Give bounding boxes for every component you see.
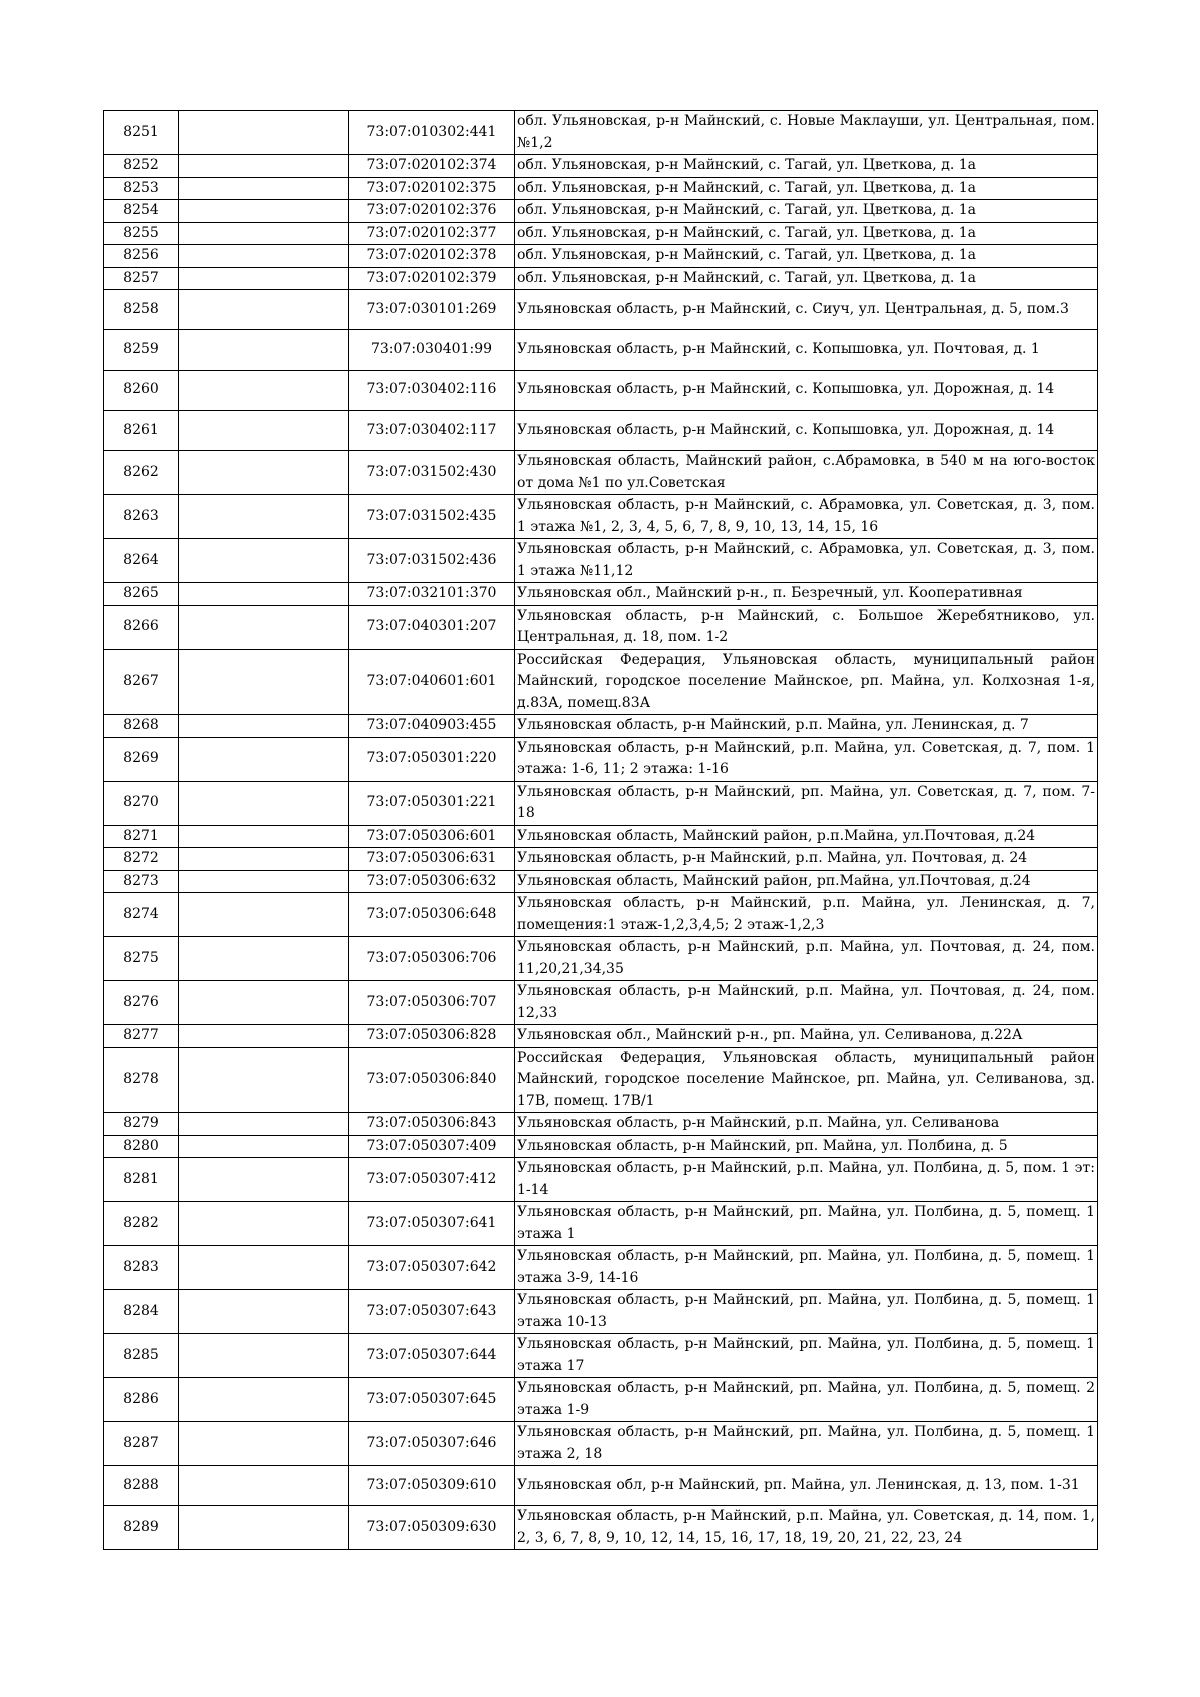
empty-cell [179,1290,349,1334]
address-cell: Российская Федерация, Ульяновская область, муниципальный район Майнский, городское поселение Майнское, рп. Майна, ул. Селиванова, зд. 17В, помещ. 17В/1 [515,1047,1098,1113]
row-number-cell: 8280 [104,1135,179,1158]
table-row [104,937,1098,981]
table-row [104,1025,1098,1048]
empty-cell [179,1378,349,1422]
cadastral-number-cell: 73:07:050307:645 [349,1378,515,1422]
address-cell: Ульяновская обл, р-н Майнский, рп. Майна, ул. Ленинская, д. 13, пом. 1-31 [515,1466,1098,1506]
row-number-cell: 8285 [104,1334,179,1378]
cadastral-number-cell: 73:07:050301:221 [349,781,515,825]
empty-cell [179,781,349,825]
cadastral-number-cell: 73:07:050306:843 [349,1113,515,1136]
address-cell: Ульяновская область, р-н Майнский, р.п. Майна, ул. Ленинская, д. 7, помещения:1 этаж-1,2,3,4,5; 2 этаж-1,2,3 [515,893,1098,937]
row-number-cell: 8276 [104,981,179,1025]
address-cell: обл. Ульяновская, р-н Майнский, с. Тагай, ул. Цветкова, д. 1а [515,245,1098,268]
table-row [104,1506,1098,1550]
empty-cell [179,1025,349,1048]
table-row [104,200,1098,223]
address-cell: Ульяновская область, р-н Майнский, р.п. Майна, ул. Почтовая, д. 24, пом. 12,33 [515,981,1098,1025]
table-row [104,893,1098,937]
address-cell: Ульяновская область, р-н Майнский, р.п. Майна, ул. Почтовая, д. 24 [515,848,1098,871]
empty-cell [179,1506,349,1550]
address-cell: Ульяновская область, р-н Майнский, рп. Майна, ул. Полбина, д. 5 [515,1135,1098,1158]
address-cell: Ульяновская область, р-н Майнский, рп. Майна, ул. Полбина, д. 5, помещ. 1 этажа 2, 18 [515,1422,1098,1466]
cadastral-number-cell: 73:07:020102:374 [349,155,515,178]
cadastral-number-cell: 73:07:040301:207 [349,605,515,649]
cadastral-number-cell: 73:07:030401:99 [349,330,515,370]
cadastral-number-cell: 73:07:050307:641 [349,1202,515,1246]
address-cell: Ульяновская область, р-н Майнский, рп. Майна, ул. Полбина, д. 5, помещ. 1 этажа 3-9, 14-16 [515,1246,1098,1290]
cadastral-number-cell: 73:07:020102:375 [349,177,515,200]
address-cell: Ульяновская обл., Майнский р-н., п. Безречный, ул. Кооперативная [515,583,1098,606]
row-number-cell: 8279 [104,1113,179,1136]
address-cell: Ульяновская область, р-н Майнский, с. Копышовка, ул. Дорожная, д. 14 [515,370,1098,410]
address-cell: обл. Ульяновская, р-н Майнский, с. Тагай, ул. Цветкова, д. 1а [515,155,1098,178]
address-cell: Ульяновская область, Майнский район, с.Абрамовка, в 540 м на юго-восток от дома №1 по ул.Советская [515,451,1098,495]
empty-cell [179,649,349,715]
row-number-cell: 8288 [104,1466,179,1506]
address-cell: Ульяновская область, р-н Майнский, р.п. Майна, ул. Советская, д. 7, пом. 1 этажа: 1-6, 11; 2 этажа: 1-16 [515,737,1098,781]
row-number-cell: 8281 [104,1158,179,1202]
cadastral-number-cell: 73:07:030402:116 [349,370,515,410]
empty-cell [179,1113,349,1136]
address-cell: Ульяновская область, р-н Майнский, р.п. Майна, ул. Почтовая, д. 24, пом. 11,20,21,34,35 [515,937,1098,981]
row-number-cell: 8278 [104,1047,179,1113]
table-row [104,870,1098,893]
empty-cell [179,1135,349,1158]
empty-cell [179,539,349,583]
table-row [104,1334,1098,1378]
address-cell: Ульяновская обл., Майнский р-н., рп. Майна, ул. Селиванова, д.22А [515,1025,1098,1048]
table-row [104,155,1098,178]
empty-cell [179,981,349,1025]
table-row [104,737,1098,781]
table-row [104,1290,1098,1334]
empty-cell [179,848,349,871]
row-number-cell: 8271 [104,825,179,848]
cadastral-number-cell: 73:07:050306:631 [349,848,515,871]
table-row [104,583,1098,606]
table-row [104,715,1098,738]
table-row [104,825,1098,848]
cadastral-number-cell: 73:07:030101:269 [349,290,515,330]
row-number-cell: 8254 [104,200,179,223]
empty-cell [179,737,349,781]
row-number-cell: 8258 [104,290,179,330]
row-number-cell: 8256 [104,245,179,268]
address-cell: Ульяновская область, р-н Майнский, рп. Майна, ул. Советская, д. 7, пом. 7-18 [515,781,1098,825]
table-row [104,848,1098,871]
table-row [104,1113,1098,1136]
empty-cell [179,1334,349,1378]
address-cell: обл. Ульяновская, р-н Майнский, с. Тагай, ул. Цветкова, д. 1а [515,222,1098,245]
empty-cell [179,825,349,848]
row-number-cell: 8269 [104,737,179,781]
address-cell: Ульяновская область, р-н Майнский, с. Абрамовка, ул. Советская, д. 3, пом. 1 этажа №11,12 [515,539,1098,583]
row-number-cell: 8265 [104,583,179,606]
empty-cell [179,410,349,450]
address-cell: Ульяновская область, р-н Майнский, с. Копышовка, ул. Почтовая, д. 1 [515,330,1098,370]
empty-cell [179,1422,349,1466]
registry-table [103,110,1098,1550]
table-row [104,267,1098,290]
address-cell: Ульяновская область, р-н Майнский, рп. Майна, ул. Полбина, д. 5, помещ. 1 этажа 10-13 [515,1290,1098,1334]
empty-cell [179,1202,349,1246]
table-row [104,981,1098,1025]
row-number-cell: 8266 [104,605,179,649]
address-cell: Ульяновская область, р-н Майнский, с. Сиуч, ул. Центральная, д. 5, пом.3 [515,290,1098,330]
row-number-cell: 8268 [104,715,179,738]
cadastral-number-cell: 73:07:050307:643 [349,1290,515,1334]
cadastral-number-cell: 73:07:032101:370 [349,583,515,606]
row-number-cell: 8263 [104,495,179,539]
table-row [104,495,1098,539]
empty-cell [179,290,349,330]
address-cell: Ульяновская область, Майнский район, р.п.Майна, ул.Почтовая, д.24 [515,825,1098,848]
cadastral-number-cell: 73:07:050306:707 [349,981,515,1025]
row-number-cell: 8251 [104,111,179,155]
address-cell: Российская Федерация, Ульяновская область, муниципальный район Майнский, городское поселение Майнское, рп. Майна, ул. Колхозная 1-я, д.83А, помещ.83А [515,649,1098,715]
address-cell: Ульяновская область, р-н Майнский, с. Большое Жеребятниково, ул. Центральная, д. 18, пом. 1-2 [515,605,1098,649]
row-number-cell: 8283 [104,1246,179,1290]
row-number-cell: 8260 [104,370,179,410]
cadastral-number-cell: 73:07:050307:642 [349,1246,515,1290]
row-number-cell: 8261 [104,410,179,450]
address-cell: Ульяновская область, р-н Майнский, р.п. Майна, ул. Ленинская, д. 7 [515,715,1098,738]
cadastral-number-cell: 73:07:020102:378 [349,245,515,268]
row-number-cell: 8253 [104,177,179,200]
row-number-cell: 8277 [104,1025,179,1048]
empty-cell [179,893,349,937]
row-number-cell: 8264 [104,539,179,583]
empty-cell [179,370,349,410]
address-cell: Ульяновская область, р-н Майнский, р.п. Майна, ул. Советская, д. 14, пом. 1, 2, 3, 6, 7, 8, 9, 10, 12, 14, 15, 16, 17, 18, 19, 20, 21, 22, 23, 24 [515,1506,1098,1550]
table-row [104,1422,1098,1466]
cadastral-number-cell: 73:07:050301:220 [349,737,515,781]
cadastral-number-cell: 73:07:010302:441 [349,111,515,155]
table-row [104,1202,1098,1246]
table-row [104,1466,1098,1506]
row-number-cell: 8255 [104,222,179,245]
cadastral-number-cell: 73:07:040601:601 [349,649,515,715]
empty-cell [179,177,349,200]
empty-cell [179,605,349,649]
cadastral-number-cell: 73:07:050307:644 [349,1334,515,1378]
empty-cell [179,1158,349,1202]
cadastral-number-cell: 73:07:050307:409 [349,1135,515,1158]
table-row [104,290,1098,330]
empty-cell [179,222,349,245]
cadastral-number-cell: 73:07:050306:840 [349,1047,515,1113]
table-row [104,330,1098,370]
empty-cell [179,330,349,370]
row-number-cell: 8273 [104,870,179,893]
row-number-cell: 8286 [104,1378,179,1422]
row-number-cell: 8252 [104,155,179,178]
address-cell: Ульяновская область, р-н Майнский, рп. Майна, ул. Полбина, д. 5, помещ. 1 этажа 17 [515,1334,1098,1378]
cadastral-number-cell: 73:07:050306:648 [349,893,515,937]
table-row [104,111,1098,155]
cadastral-number-cell: 73:07:020102:377 [349,222,515,245]
row-number-cell: 8274 [104,893,179,937]
cadastral-number-cell: 73:07:031502:436 [349,539,515,583]
row-number-cell: 8272 [104,848,179,871]
empty-cell [179,245,349,268]
empty-cell [179,1047,349,1113]
table-row [104,605,1098,649]
cadastral-number-cell: 73:07:050306:706 [349,937,515,981]
empty-cell [179,267,349,290]
address-cell: Ульяновская область, р-н Майнский, рп. Майна, ул. Полбина, д. 5, помещ. 2 этажа 1-9 [515,1378,1098,1422]
row-number-cell: 8257 [104,267,179,290]
empty-cell [179,937,349,981]
cadastral-number-cell: 73:07:050307:412 [349,1158,515,1202]
empty-cell [179,870,349,893]
cadastral-number-cell: 73:07:050309:630 [349,1506,515,1550]
row-number-cell: 8289 [104,1506,179,1550]
row-number-cell: 8270 [104,781,179,825]
empty-cell [179,451,349,495]
cadastral-number-cell: 73:07:020102:376 [349,200,515,223]
cadastral-number-cell: 73:07:020102:379 [349,267,515,290]
table-row [104,1246,1098,1290]
empty-cell [179,1466,349,1506]
address-cell: Ульяновская область, Майнский район, рп.Майна, ул.Почтовая, д.24 [515,870,1098,893]
cadastral-number-cell: 73:07:050306:632 [349,870,515,893]
empty-cell [179,155,349,178]
cadastral-number-cell: 73:07:031502:430 [349,451,515,495]
address-cell: Ульяновская область, р-н Майнский, р.п. Майна, ул. Полбина, д. 5, пом. 1 эт: 1-14 [515,1158,1098,1202]
registry-table-body [104,111,1098,1550]
cadastral-number-cell: 73:07:030402:117 [349,410,515,450]
row-number-cell: 8275 [104,937,179,981]
empty-cell [179,583,349,606]
table-row [104,539,1098,583]
empty-cell [179,111,349,155]
address-cell: Ульяновская область, р-н Майнский, с. Копышовка, ул. Дорожная, д. 14 [515,410,1098,450]
cadastral-number-cell: 73:07:031502:435 [349,495,515,539]
cadastral-number-cell: 73:07:040903:455 [349,715,515,738]
row-number-cell: 8259 [104,330,179,370]
cadastral-number-cell: 73:07:050306:601 [349,825,515,848]
row-number-cell: 8262 [104,451,179,495]
table-row [104,1135,1098,1158]
cadastral-number-cell: 73:07:050307:646 [349,1422,515,1466]
address-cell: Ульяновская область, р-н Майнский, рп. Майна, ул. Полбина, д. 5, помещ. 1 этажа 1 [515,1202,1098,1246]
address-cell: обл. Ульяновская, р-н Майнский, с. Новые Маклауши, ул. Центральная, пом.№1,2 [515,111,1098,155]
table-row [104,451,1098,495]
empty-cell [179,715,349,738]
address-cell: обл. Ульяновская, р-н Майнский, с. Тагай, ул. Цветкова, д. 1а [515,267,1098,290]
address-cell: обл. Ульяновская, р-н Майнский, с. Тагай, ул. Цветкова, д. 1а [515,177,1098,200]
row-number-cell: 8282 [104,1202,179,1246]
table-row [104,1158,1098,1202]
empty-cell [179,1246,349,1290]
table-row [104,245,1098,268]
row-number-cell: 8267 [104,649,179,715]
table-row [104,177,1098,200]
address-cell: Ульяновская область, р-н Майнский, р.п. Майна, ул. Селиванова [515,1113,1098,1136]
table-row [104,1047,1098,1113]
empty-cell [179,200,349,223]
empty-cell [179,495,349,539]
table-row [104,370,1098,410]
address-cell: Ульяновская область, р-н Майнский, с. Абрамовка, ул. Советская, д. 3, пом. 1 этажа №1, 2, 3, 4, 5, 6, 7, 8, 9, 10, 13, 14, 15, 16 [515,495,1098,539]
cadastral-number-cell: 73:07:050309:610 [349,1466,515,1506]
table-row [104,1378,1098,1422]
address-cell: обл. Ульяновская, р-н Майнский, с. Тагай, ул. Цветкова, д. 1а [515,200,1098,223]
row-number-cell: 8284 [104,1290,179,1334]
table-row [104,649,1098,715]
table-row [104,222,1098,245]
table-row [104,781,1098,825]
table-row [104,410,1098,450]
cadastral-number-cell: 73:07:050306:828 [349,1025,515,1048]
row-number-cell: 8287 [104,1422,179,1466]
